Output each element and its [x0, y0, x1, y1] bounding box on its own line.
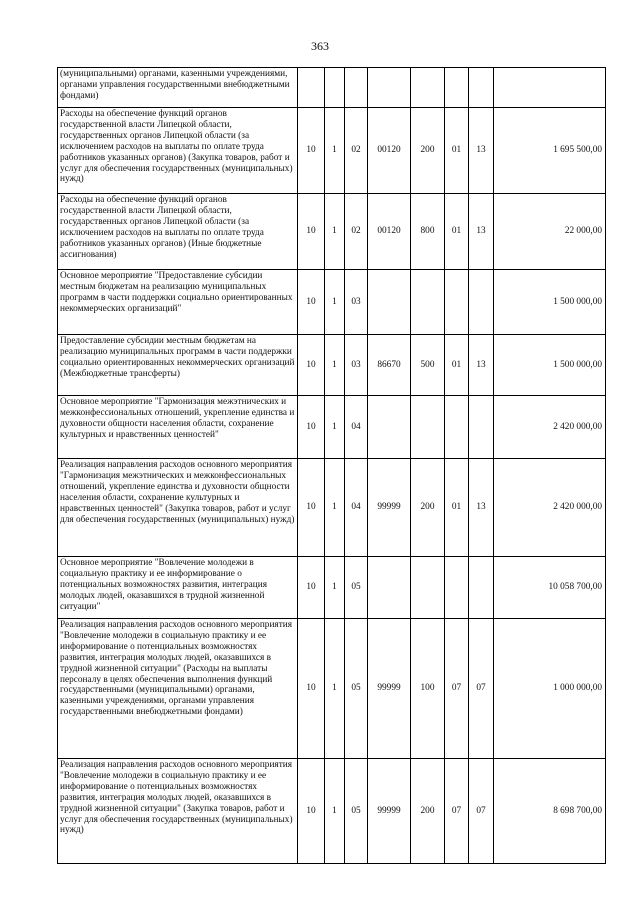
cell-pp: 1: [325, 557, 345, 619]
row-description: Расходы на обеспечение функций органов государственной власти Липецкой области, государственных органов Липецкой области (за исключением расходов на выплаты по оплате труда работников указанных органов) (Закупка товаров, работ и услуг для обеспечения государственных (муниципальных) нужд): [58, 108, 298, 194]
page-number: 363: [311, 39, 329, 53]
cell-pp: 1: [325, 459, 345, 557]
cell-pp: 1: [325, 619, 345, 759]
cell-pr: [469, 270, 494, 335]
cell-pr: 07: [469, 759, 494, 864]
row-description: Основное мероприятие "Предоставление субсидии местным бюджетам на реализацию муниципальных программ в части поддержки социально ориентированных некоммерческих организаций": [58, 270, 298, 335]
cell-amount: 1 000 000,00: [494, 619, 606, 759]
cell-rz: [445, 557, 469, 619]
table-row: [58, 759, 606, 864]
cell-gp: 10: [298, 459, 325, 557]
table-row: [58, 108, 606, 194]
cell-rz: 07: [445, 759, 469, 864]
cell-direction: [368, 68, 411, 108]
cell-rz: [445, 68, 469, 108]
cell-gp: 10: [298, 557, 325, 619]
cell-om: 04: [345, 396, 368, 459]
cell-amount: 2 420 000,00: [494, 459, 606, 557]
cell-vr: 200: [411, 759, 445, 864]
cell-om: 05: [345, 557, 368, 619]
table-row: [58, 619, 606, 759]
cell-direction: [368, 270, 411, 335]
cell-amount: 1 500 000,00: [494, 270, 606, 335]
cell-pr: [469, 396, 494, 459]
table-row: [58, 557, 606, 619]
cell-gp: [298, 68, 325, 108]
cell-pp: 1: [325, 396, 345, 459]
cell-direction: 86670: [368, 335, 411, 396]
row-description: Реализация направления расходов основного мероприятия "Вовлечение молодежи в социальную практику и ее информирование о потенциальных возможностях развития, интеграция молодых людей, оказавшихся в трудной жизненной ситуации" (Расходы на выплаты персоналу в целях обеспечения выполнения функций государственными (муниципальными) органами, казенными учреждениями, органами управления государственными внебюджетными фондами): [58, 619, 298, 759]
cell-vr: 100: [411, 619, 445, 759]
cell-om: 04: [345, 459, 368, 557]
cell-om: [345, 68, 368, 108]
cell-direction: 99999: [368, 759, 411, 864]
cell-amount: [494, 68, 606, 108]
cell-amount: 2 420 000,00: [494, 396, 606, 459]
cell-vr: [411, 270, 445, 335]
cell-pr: 07: [469, 619, 494, 759]
cell-vr: 500: [411, 335, 445, 396]
cell-pp: 1: [325, 270, 345, 335]
cell-pr: 13: [469, 194, 494, 270]
cell-amount: 1 500 000,00: [494, 335, 606, 396]
row-description: (муниципальными) органами, казенными учреждениями, органами управления государственными внебюджетными фондами): [58, 68, 298, 108]
row-description: Предоставление субсидии местным бюджетам на реализацию муниципальных программ в части поддержки социально ориентированных некоммерческих организаций (Межбюджетные трансферты): [58, 335, 298, 396]
cell-direction: 00120: [368, 108, 411, 194]
cell-om: 02: [345, 108, 368, 194]
cell-pr: [469, 68, 494, 108]
cell-direction: 00120: [368, 194, 411, 270]
cell-pp: [325, 68, 345, 108]
cell-gp: 10: [298, 194, 325, 270]
table-row: [58, 270, 606, 335]
table-row: [58, 68, 606, 108]
cell-pp: 1: [325, 194, 345, 270]
cell-om: 05: [345, 759, 368, 864]
cell-rz: 01: [445, 335, 469, 396]
cell-vr: [411, 68, 445, 108]
cell-om: 03: [345, 335, 368, 396]
cell-pp: 1: [325, 108, 345, 194]
cell-amount: 1 695 500,00: [494, 108, 606, 194]
cell-om: 05: [345, 619, 368, 759]
cell-vr: 200: [411, 459, 445, 557]
cell-direction: 99999: [368, 619, 411, 759]
cell-vr: [411, 557, 445, 619]
cell-pr: [469, 557, 494, 619]
cell-amount: 22 000,00: [494, 194, 606, 270]
cell-direction: [368, 396, 411, 459]
table-row: [58, 335, 606, 396]
row-description: Основное мероприятие "Вовлечение молодежи в социальную практику и ее информирование о потенциальных возможностях развития, интеграция молодых людей, оказавшихся в трудной жизненной ситуации": [58, 557, 298, 619]
cell-gp: 10: [298, 759, 325, 864]
cell-rz: 07: [445, 619, 469, 759]
cell-direction: 99999: [368, 459, 411, 557]
row-description: Реализация направления расходов основного мероприятия "Вовлечение молодежи в социальную практику и ее информирование о потенциальных возможностях развития, интеграция молодых людей, оказавшихся в трудной жизненной ситуации" (Закупка товаров, работ и услуг для обеспечения государственных (муниципальных) нужд): [58, 759, 298, 864]
row-description: Основное мероприятие "Гармонизация межэтнических и межконфессиональных отношений, укрепление единства и духовности общности населения области, сохранение культурных и нравственных ценностей": [58, 396, 298, 459]
cell-vr: 800: [411, 194, 445, 270]
cell-gp: 10: [298, 619, 325, 759]
cell-pp: 1: [325, 335, 345, 396]
cell-rz: [445, 270, 469, 335]
cell-rz: [445, 396, 469, 459]
cell-pr: 13: [469, 459, 494, 557]
table-row: [58, 459, 606, 557]
cell-direction: [368, 557, 411, 619]
row-description: Расходы на обеспечение функций органов государственной власти Липецкой области, государственных органов Липецкой области (за исключением расходов на выплаты по оплате труда работников указанных органов) (Иные бюджетные ассигнования): [58, 194, 298, 270]
cell-rz: 01: [445, 108, 469, 194]
cell-vr: [411, 396, 445, 459]
cell-om: 03: [345, 270, 368, 335]
cell-gp: 10: [298, 108, 325, 194]
cell-gp: 10: [298, 335, 325, 396]
row-description: Реализация направления расходов основного мероприятия "Гармонизация межэтнических и межконфессиональных отношений, укрепление единства и духовности общности населения области, сохранение культурных и нравственных ценностей" (Закупка товаров, работ и услуг для обеспечения государственных (муниципальных) нужд): [58, 459, 298, 557]
cell-amount: 8 698 700,00: [494, 759, 606, 864]
cell-rz: 01: [445, 459, 469, 557]
cell-gp: 10: [298, 396, 325, 459]
cell-pr: 13: [469, 108, 494, 194]
cell-rz: 01: [445, 194, 469, 270]
cell-amount: 10 058 700,00: [494, 557, 606, 619]
cell-vr: 200: [411, 108, 445, 194]
cell-pp: 1: [325, 759, 345, 864]
table-row: [58, 194, 606, 270]
budget-table: [57, 67, 606, 864]
table-row: [58, 396, 606, 459]
cell-gp: 10: [298, 270, 325, 335]
cell-om: 02: [345, 194, 368, 270]
cell-pr: 13: [469, 335, 494, 396]
